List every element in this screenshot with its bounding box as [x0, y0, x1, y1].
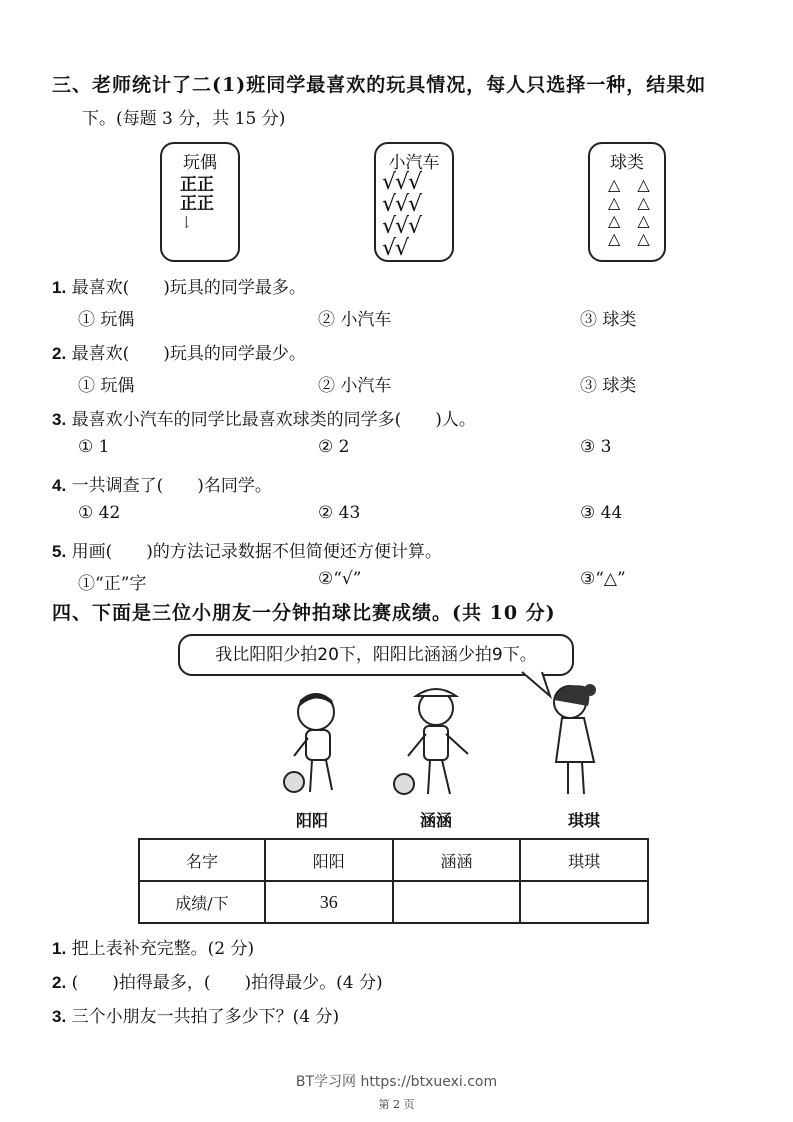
question-text: 最喜欢( )玩具的同学最多。 [71, 278, 306, 298]
s4-question-2 [52, 968, 383, 993]
question-text: 三个小朋友一共拍了多少下？(4 分) [71, 1007, 340, 1027]
dolls-tally-row: 正正 [180, 194, 214, 214]
question-text: 一共调查了( )名同学。 [71, 476, 272, 496]
table-header-cell: 琪琪 [520, 839, 648, 881]
question-4 [52, 471, 272, 496]
question-number: 1. [52, 939, 67, 958]
balls-tally-box [588, 142, 666, 262]
cars-label: 小汽车 [388, 153, 440, 173]
cars-check-row: √√√ [382, 192, 422, 217]
question-text: 把上表补充完整。(2 分) [71, 939, 255, 959]
s4-question-1 [52, 934, 254, 959]
section3-title: 三、老师统计了二(1)班同学最喜欢的玩具情况，每人只选择一种，结果如 [52, 74, 707, 96]
score-qiqi-blank[interactable] [520, 881, 648, 923]
q5-option-2[interactable]: ②“√” [318, 569, 362, 589]
question-number: 5. [52, 542, 67, 561]
cars-check-row: √√ [382, 236, 409, 261]
kid-name-qiqi: 琪琪 [568, 811, 601, 830]
table-row-label: 成绩/下 [139, 881, 265, 923]
question-text: 用画( )的方法记录数据不但简便还方便计算。 [71, 542, 442, 562]
question-text: 最喜欢( )玩具的同学最少。 [71, 344, 306, 364]
q5-option-3[interactable]: ③“△” [580, 569, 626, 589]
question-text: ( )拍得最多，( )拍得最少。(4 分) [71, 973, 383, 993]
section3-title-cont: 下。(每题 3 分，共 15 分) [82, 109, 286, 129]
kid-yangyang-illustration [276, 690, 356, 802]
question-number: 3. [52, 410, 67, 429]
q1-option-1[interactable]: ① 玩偶 [78, 310, 135, 330]
page-number: 第 2 页 [378, 1098, 415, 1111]
q4-option-1[interactable]: ① 42 [78, 503, 121, 523]
kid-name-yangyang: 阳阳 [296, 811, 329, 830]
q3-option-3[interactable]: ③ 3 [580, 437, 612, 457]
table-row [139, 881, 648, 923]
question-number: 3. [52, 1007, 67, 1026]
cars-checks [382, 172, 421, 260]
question-2 [52, 339, 306, 364]
dolls-tally-row: 𠄌 [180, 216, 194, 231]
dolls-tally [180, 176, 214, 233]
table-header-cell: 涵涵 [393, 839, 521, 881]
score-table [138, 838, 649, 924]
section4-title: 四、下面是三位小朋友一分钟拍球比赛成绩。(共 10 分) [52, 602, 556, 624]
balls-label: 球类 [610, 153, 644, 173]
balls-triangle-row: △ △ [608, 229, 656, 248]
balls-triangles [608, 176, 656, 248]
q3-option-1[interactable]: ① 1 [78, 437, 110, 457]
q4-option-3[interactable]: ③ 44 [580, 503, 623, 523]
question-number: 4. [52, 476, 67, 495]
watermark: BT学习网 https://btxuexi.com [295, 1074, 498, 1090]
question-number: 2. [52, 973, 67, 992]
q4-option-2[interactable]: ② 43 [318, 503, 361, 523]
kid-name-hanhan: 涵涵 [420, 811, 453, 830]
dolls-tally-box [160, 142, 240, 262]
dolls-label: 玩偶 [183, 153, 217, 173]
cars-check-row: √√√ [382, 170, 422, 195]
question-1 [52, 273, 306, 298]
score-yangyang: 36 [265, 881, 393, 923]
question-number: 1. [52, 278, 67, 297]
speech-bubble: 我比阳阳少拍20下，阳阳比涵涵少拍9下。 [178, 634, 574, 676]
table-header-cell: 名字 [139, 839, 265, 881]
q5-option-1[interactable]: ①“正”字 [78, 574, 147, 594]
q2-option-1[interactable]: ① 玩偶 [78, 376, 135, 396]
score-hanhan-blank[interactable] [393, 881, 521, 923]
question-number: 2. [52, 344, 67, 363]
balls-triangle-row: △ △ [608, 175, 656, 194]
question-5 [52, 537, 442, 562]
q2-option-2[interactable]: ② 小汽车 [318, 376, 392, 396]
question-3 [52, 405, 476, 430]
cars-tally-box [374, 142, 454, 262]
question-text: 最喜欢小汽车的同学比最喜欢球类的同学多( )人。 [71, 410, 476, 430]
kid-hanhan-illustration [388, 682, 484, 802]
q1-option-2[interactable]: ② 小汽车 [318, 310, 392, 330]
table-header-cell: 阳阳 [265, 839, 393, 881]
cars-check-row: √√√ [382, 214, 422, 239]
q3-option-2[interactable]: ② 2 [318, 437, 350, 457]
balls-triangle-row: △ △ [608, 211, 656, 230]
q2-option-3[interactable]: ③ 球类 [580, 376, 637, 396]
s4-question-3 [52, 1002, 339, 1027]
balls-triangle-row: △ △ [608, 193, 656, 212]
q1-option-3[interactable]: ③ 球类 [580, 310, 637, 330]
kid-qiqi-illustration [540, 676, 610, 802]
table-header-row [139, 839, 648, 881]
dolls-tally-row: 正正 [180, 175, 214, 195]
